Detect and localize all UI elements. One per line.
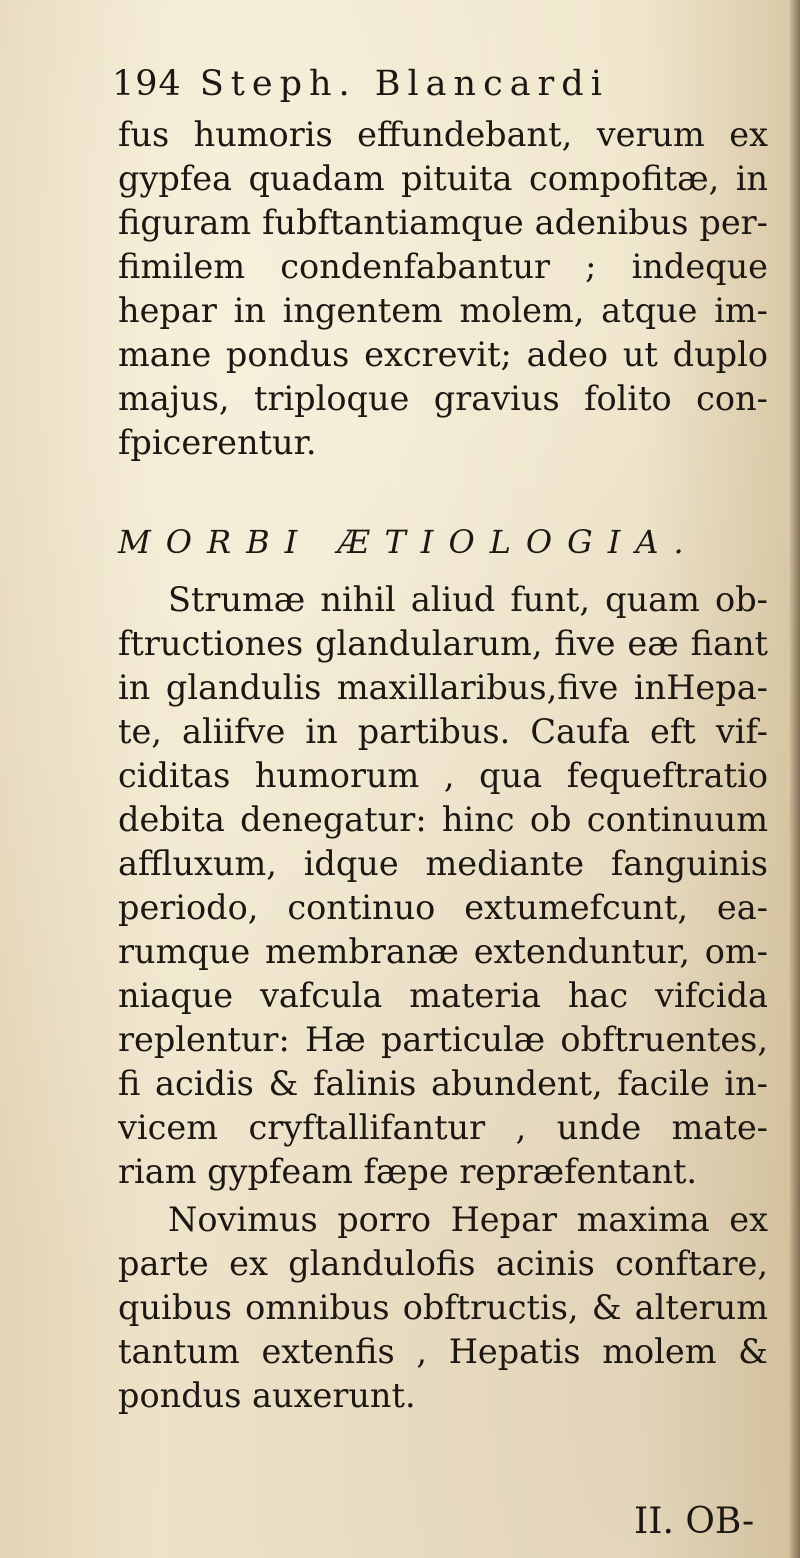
text-line: parte ex glandulofis acinis conftare,: [118, 1244, 768, 1283]
catchword: II. OB-: [634, 1501, 755, 1542]
text-line: fimilem condenfabantur ; indeque: [118, 247, 768, 286]
page-edge-shadow: [790, 0, 800, 1558]
section-heading: MORBI ÆTIOLOGIA.: [118, 523, 699, 561]
text-line: gypfea quadam pituita compofitæ, in: [118, 159, 768, 198]
text-line: Strumæ nihil aliud funt, quam ob-: [168, 580, 768, 619]
text-line: debita denegatur: hinc ob continuum: [118, 800, 768, 839]
text-line: fus humoris effundebant, verum ex: [118, 115, 768, 154]
text-line: mane pondus excrevit; adeo ut duplo: [118, 335, 768, 374]
text-line: rumque membranæ extenduntur, om-: [118, 932, 768, 971]
running-title: Steph. Blancardi: [199, 64, 609, 104]
text-line: figuram fubftantiamque adenibus per-: [118, 203, 768, 242]
text-line: tantum extenfis , Hepatis molem &: [118, 1332, 768, 1371]
text-line: niaque vafcula materia hac vifcida: [118, 976, 768, 1015]
text-line: ftructiones glandularum, five eæ fiant: [118, 624, 768, 663]
text-line: replentur: Hæ particulæ obftruentes,: [118, 1020, 768, 1059]
text-line: ciditas humorum , qua fequeftratio: [118, 756, 768, 795]
text-line: riam gypfeam fæpe repræfentant.: [118, 1152, 698, 1191]
text-line: vicem cryftallifantur , unde mate-: [118, 1108, 768, 1147]
text-line: affluxum, idque mediante fanguinis: [118, 844, 768, 883]
text-line: pondus auxerunt.: [118, 1376, 416, 1415]
text-line: periodo, continuo extumefcunt, ea-: [118, 888, 768, 927]
text-line: fi acidis & falinis abundent, facile in-: [118, 1064, 768, 1103]
running-head: [112, 62, 609, 106]
text-line: Novimus porro Hepar maxima ex: [168, 1200, 768, 1239]
text-line: in glandulis maxillaribus,five inHepa-: [118, 668, 768, 707]
text-line: te, aliifve in partibus. Caufa eft vif-: [118, 712, 768, 751]
text-line: fpicerentur.: [118, 423, 317, 462]
text-line: majus, triploque gravius folito con-: [118, 379, 768, 418]
text-line: hepar in ingentem molem, atque im-: [118, 291, 768, 330]
page-number: 194: [112, 64, 182, 104]
text-line: quibus omnibus obftructis, & alterum: [118, 1288, 768, 1327]
